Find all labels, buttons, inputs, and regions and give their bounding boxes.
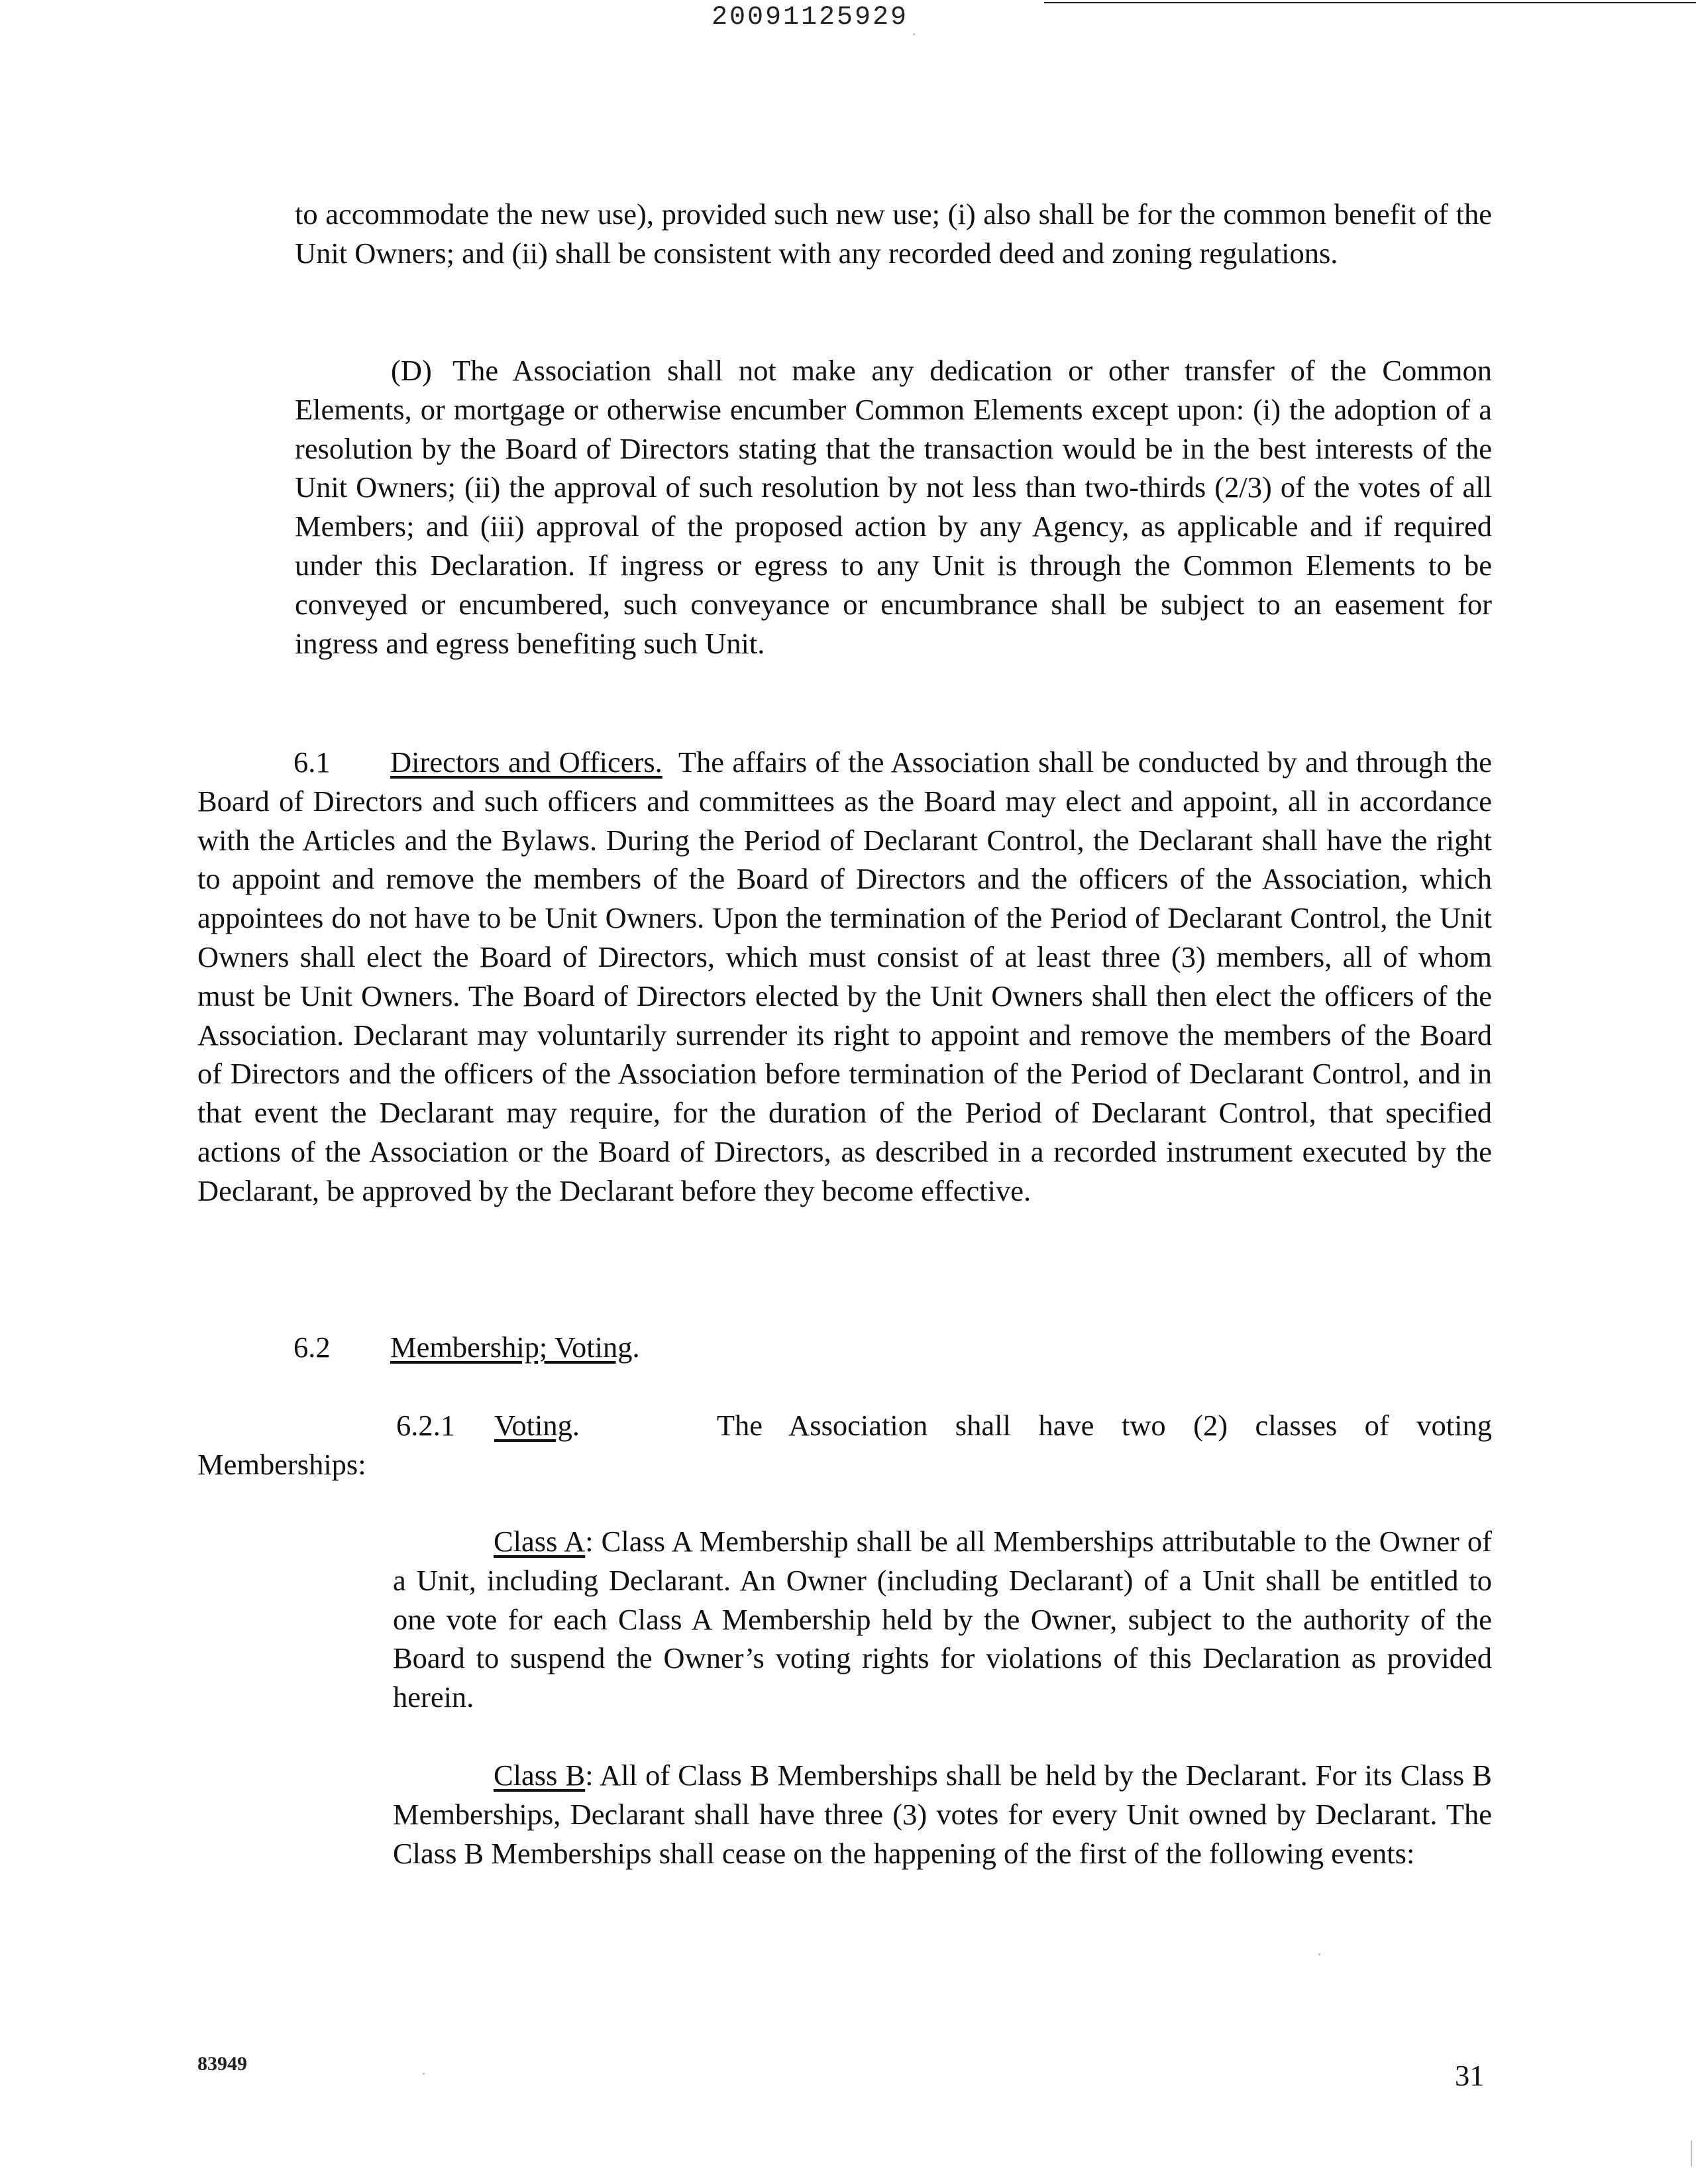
scan-speck — [1318, 1953, 1320, 1955]
recording-number: 20091125929 — [712, 3, 909, 32]
scan-speck — [1691, 2140, 1692, 2167]
section-6-2-1-continuation: Memberships: — [197, 1447, 366, 1481]
header-rule — [1044, 2, 1696, 3]
scan-speck — [913, 33, 915, 35]
class-a-label: Class A — [494, 1525, 586, 1558]
paragraph-d-text: The Association shall not make any dedication or other transfer of the Common Elements, or mortgage or otherwise encumber Common Elements except upon: (i) the adoption of a resolution by the Board of Directors stating that the transaction would be in the best interests of the Unit Owners; (ii) the approval of such resolution by not less than two-thirds (2/3) of the votes of all Members; and (iii) approval of the proposed action by any Agency, as applicable and if required under this Declaration. If ingress or egress to any Unit is through the Common Elements to be conveyed or encumbered, such conveyance or encumbrance shall be subject to an easement for ingress and egress benefiting such Unit. — [295, 354, 1492, 660]
footer-document-id: 83949 — [197, 2053, 247, 2075]
paragraph-continuation: to accommodate the new use), provided such new use; (i) also shall be for the common benefit of the Unit Owners; and (ii) shall be consistent with any recorded deed and zoning regulations. — [295, 197, 1492, 270]
section-6-2-title: Membership; Voting — [390, 1331, 633, 1364]
section-6-2 — [197, 1328, 1492, 1367]
class-a-text: : Class A Membership shall be all Memberships attributable to the Owner of a Unit, including Declarant. An Owner (including Declarant) of a Unit shall be entitled to one vote for each Class A Membership held by the Owner, subject to the authority of the Board to suspend the Owner’s voting rights for violations of this Declaration as provided herein. — [393, 1525, 1492, 1714]
section-6-2-1-title: Voting — [494, 1409, 572, 1442]
paragraph-d — [295, 351, 1492, 663]
scan-speck — [423, 2073, 425, 2075]
section-6-2-1-text: The Association shall have two (2) classes of voting — [716, 1409, 1492, 1442]
class-b-text: : All of Class B Memberships shall be held by the Declarant. For its Class B Memberships, Declarant shall have three (3) votes for every Unit owned by Declarant. The Class B Memberships shall cease on the happening of the first of the following events: — [393, 1759, 1492, 1870]
section-6-1-number: 6.1 — [293, 745, 331, 779]
section-6-1-title: Directors and Officers. — [390, 745, 662, 779]
page-number: 31 — [1455, 2059, 1485, 2092]
class-b-paragraph — [393, 1756, 1492, 1873]
class-b-label: Class B — [494, 1759, 586, 1792]
section-6-2-number: 6.2 — [293, 1331, 331, 1364]
section-6-2-1-period: . — [572, 1409, 580, 1442]
section-6-2-1-line — [197, 1406, 1492, 1445]
section-6-1 — [197, 743, 1492, 1211]
section-6-1-text: The affairs of the Association shall be conducted by and through the Board of Directors and such officers and committees as the Board may elect and appoint, all in accordance with the Articles and the Bylaws. During the Period of Declarant Control, the Declarant shall have the right to appoint and remove the members of the Board of Directors and the officers of the Association, which appointees do not have to be Unit Owners. Upon the termination of the Period of Declarant Control, the Unit Owners shall elect the Board of Directors, which must consist of at least three (3) members, all of whom must be Unit Owners. The Board of Directors elected by the Unit Owners shall then elect the officers of the Association. Declarant may voluntarily surrender its right to appoint and remove the members of the Board of Directors and the officers of the Association before termination of the Period of Declarant Control, and in that event the Declarant may require, for the duration of the Period of Declarant Control, that specified actions of the Association or the Board of Directors, as described in a recorded instrument executed by the Declarant, be approved by the Declarant before they become effective. — [197, 745, 1493, 1207]
section-6-2-1-number: 6.2.1 — [396, 1409, 455, 1442]
section-6-2-1 — [197, 1406, 1492, 1484]
class-a-paragraph — [393, 1522, 1492, 1717]
section-6-2-period: . — [632, 1331, 640, 1364]
paragraph-d-label: (D) — [391, 354, 432, 387]
